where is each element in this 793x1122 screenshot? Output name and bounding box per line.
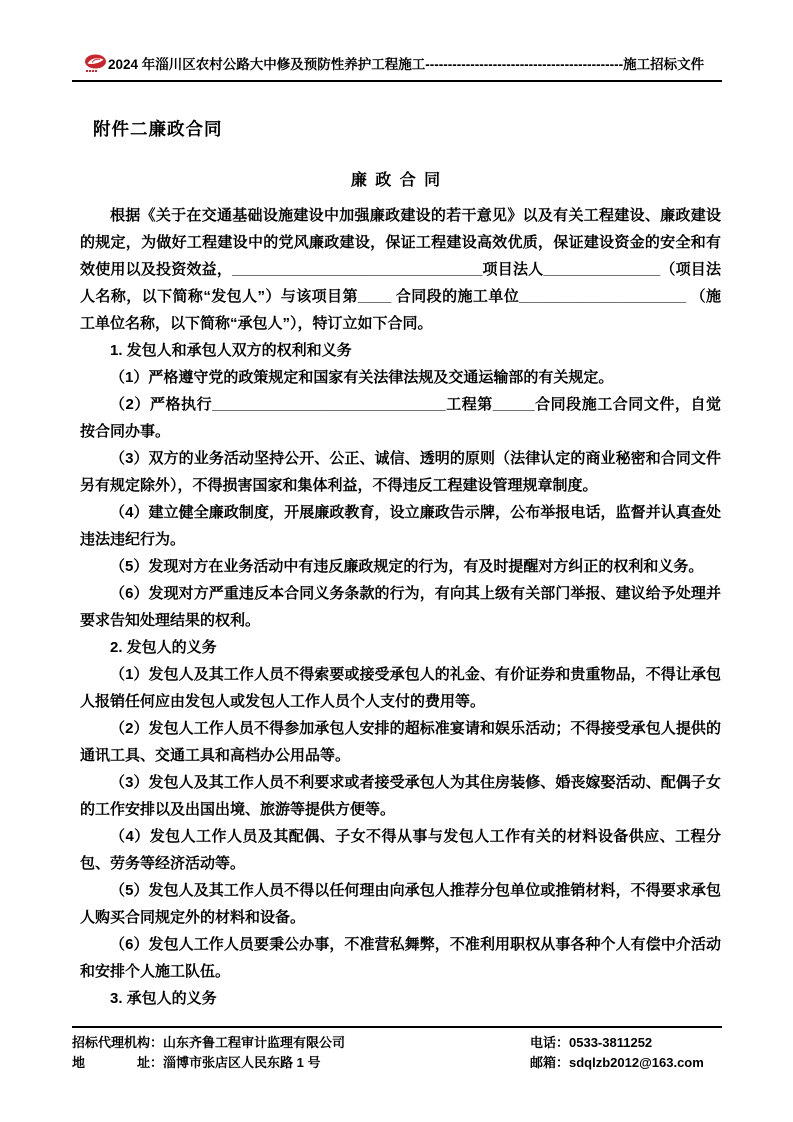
section-3-heading: 3. 承包人的义务 [110, 990, 217, 1007]
footer-phone [530, 1033, 722, 1053]
paragraph: （3）双方的业务活动坚持公开、公正、诚信、透明的原则（法律认定的商业秘密和合同文件另有规定除外），不得损害国家和集体利益，不得违反工程建设管理规章制度。 [80, 450, 721, 494]
footer-row [72, 1053, 722, 1073]
paragraph: （6）发包人工作人员要秉公办事，不准营私舞弊，不准利用职权从事各种个人有偿中介活动和安排个人施工队伍。 [80, 936, 721, 980]
contract-title: 廉 政 合 同 [350, 172, 443, 189]
footer-row [72, 1033, 722, 1053]
email-value: sdqlzb2012@163.com [569, 1055, 704, 1070]
agency-value: 山东齐鲁工程审计监理有限公司 [163, 1035, 346, 1050]
agency-label: 招标代理机构： [72, 1035, 164, 1050]
section-2-heading: 2. 发包人的义务 [110, 639, 217, 656]
paragraph: （1）发包人及其工作人员不得索要或接受承包人的礼金、有价证券和贵重物品，不得让承包人报销任何应由发包人或发包人工作人员个人支付的费用等。 [80, 666, 721, 710]
footer-address [72, 1053, 530, 1073]
contract-body [80, 202, 721, 1012]
company-seal-logo-icon [84, 54, 107, 73]
paragraph: （1）严格遵守党的政策规定和国家有关法律法规及交通运输部的有关规定。 [110, 369, 614, 386]
page-header [72, 54, 722, 82]
paragraph: （5）发包人及其工作人员不得以任何理由向承包人推荐分包单位或推销材料，不得要求承包人购买合同规定外的材料和设备。 [80, 882, 721, 926]
footer-email [530, 1053, 722, 1073]
address-value: 淄博市张店区人民东路 1 号 [163, 1055, 321, 1070]
page-footer [72, 1026, 722, 1073]
paragraph: （2）发包人工作人员不得参加承包人安排的超标准宴请和娱乐活动；不得接受承包人提供的通讯工具、交通工具和高档办公用品等。 [80, 720, 721, 764]
phone-label: 电话： [530, 1035, 570, 1050]
paragraph: （5）发现对方在业务活动中有违反廉政规定的行为，有及时提醒对方纠正的权利和义务。 [110, 558, 704, 575]
footer-agency [72, 1033, 530, 1053]
paragraph: （3）发包人及其工作人员不利要求或者接受承包人为其住房装修、婚丧嫁娶活动、配偶子女的工作安排以及出国出境、旅游等提供方便等。 [80, 774, 721, 818]
attachment-title: 附件二廉政合同 [93, 119, 223, 139]
header-text-line [84, 54, 722, 75]
paragraph-intro: 根据《关于在交通基础设施建设中加强廉政建设的若干意见》以及有关工程建设、廉政建设的规定，为做好工程建设中的党风廉政建设，保证工程建设高效优质，保证建设资金的安全和有效使用以及投资效益，______________________________项目法人______________（项目法人名称，以下简称“发包人”）与该项目第____ 合同段的施工单位____________________ （施工单位名称，以下简称“承包人”），特订立如下合同。 [80, 207, 721, 332]
header-title-text: 2024 年淄川区农村公路大中修及预防性养护工程施工--------------------------------------------施工招标文件 [108, 57, 705, 72]
email-label: 邮箱： [530, 1055, 570, 1070]
paragraph: （4）发包人工作人员及其配偶、子女不得从事与发包人工作有关的材料设备供应、工程分包、劳务等经济活动等。 [80, 828, 721, 872]
paragraph: （6）发现对方严重违反本合同义务条款的行为，有向其上级有关部门举报、建议给予处理并要求告知处理结果的权利。 [80, 585, 721, 629]
paragraph: （2）严格执行____________________________工程第_____合同段施工合同文件，自觉按合同办事。 [80, 396, 721, 440]
paragraph: （4）建立健全廉政制度，开展廉政教育，设立廉政告示牌，公布举报电话，监督并认真查处违法违纪行为。 [80, 504, 721, 548]
address-label: 地 址： [72, 1055, 164, 1070]
section-1-heading: 1. 发包人和承包人双方的权利和义务 [110, 342, 352, 359]
phone-value: 0533-3811252 [569, 1035, 653, 1050]
